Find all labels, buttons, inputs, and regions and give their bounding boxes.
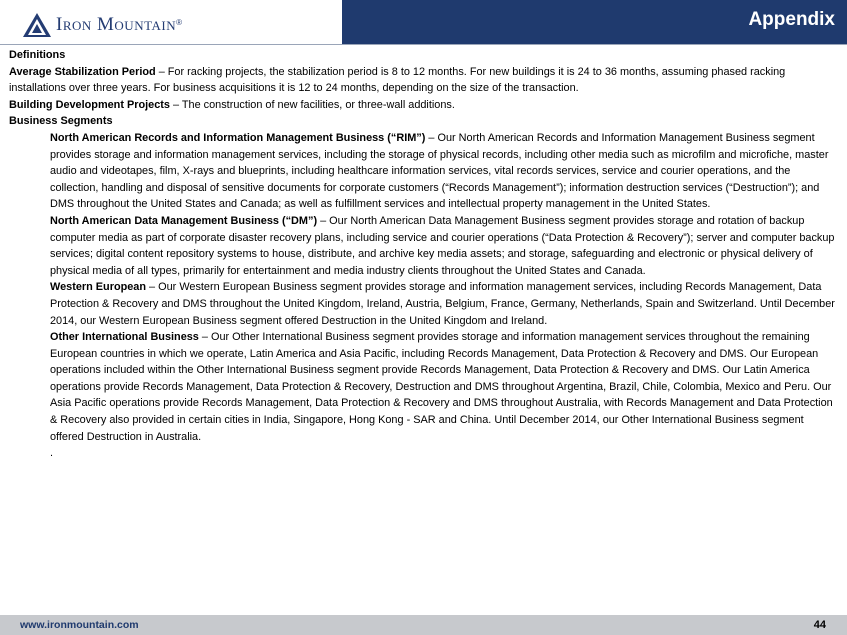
segment-term: Other International Business <box>50 331 199 344</box>
footer <box>0 615 847 635</box>
logo-registered-mark: ® <box>176 18 182 27</box>
segment-text: – Our Other International Business segment provides storage and information management services throughout the remaining European countries in which we operate, Latin America and Asia Pacific, including Records Management, Data Protection & Recovery and DMS. Our European operations included within the Other International Business segment provide Records Management, Data Protection & Recovery and DMS. Our Latin America operations provide Records Management, Data Protection & Recovery, Destruction and DMS throughout Argentina, Brazil, Chile, Colombia, Mexico and Peru. Our Asia Pacific operations provide Records Management, Data Protection & Recovery and DMS throughout Australia, with Records Management and Data Protection & Recovery also provided in certain cities in India, Singapore, Hong Kong - SAR and China. Until December 2014, our Other International Business segment offered Destruction in Australia. <box>50 331 833 443</box>
definition-building-development-projects <box>9 97 839 114</box>
segment-rim <box>9 130 839 213</box>
title-banner <box>342 0 847 44</box>
logo-text: Iron Mountain <box>56 14 177 35</box>
header-divider <box>0 44 847 45</box>
definition-term: Building Development Projects <box>9 98 170 111</box>
footer-url-link[interactable]: www.ironmountain.com <box>20 619 139 631</box>
page-number: 44 <box>813 619 826 631</box>
segments-heading: Business Segments <box>9 115 113 128</box>
header <box>0 0 847 44</box>
main-content <box>9 47 839 462</box>
segment-other-international <box>9 329 839 445</box>
section-title: Definitions <box>9 49 66 61</box>
trailing-mark: . <box>50 447 54 460</box>
definition-text: – The construction of new facilities, or three-wall additions. <box>169 98 455 111</box>
definition-text: – For racking projects, the stabilization period is 8 to 12 months. For new buildings it is 24 to 36 months, assuming phased racking installations over three years. For business acquisitions it is 12 to 24 months, depending on the size of the transaction. <box>9 65 786 95</box>
segment-text: – Our Western European Business segment provides storage and information management services, including Records Management, Data Protection & Recovery and DMS throughout the United Kingdom, Ireland, Austria, Belgium, France, Germany, Netherlands, Spain and Switzerland. Until December 2014, our Western European Business segment offered Destruction in the United Kingdom and Ireland. <box>50 281 835 327</box>
logo <box>22 10 182 40</box>
mountain-logo-icon <box>22 12 52 38</box>
segment-dm <box>9 213 839 279</box>
page-title: Appendix <box>748 9 835 30</box>
definition-average-stabilization-period <box>9 64 839 97</box>
segment-term: North American Data Management Business (“DM”) <box>50 214 318 227</box>
segment-term: North American Records and Information Management Business (“RIM”) <box>50 131 426 144</box>
segment-text: – Our North American Data Management Business segment provides storage and rotation of backup computer media as part of corporate disaster recovery plans, including service and courier operations (“Data Protection & Recovery”); server and computer backup services; digital content repository systems to house, distribute, and archive key media assets; and storage, safeguarding and electronic or physical delivery of physical media of all types, primarily for entertainment and media industry clients throughout the United States and Canada. <box>50 214 835 277</box>
segment-western-european <box>9 279 839 329</box>
definition-term: Average Stabilization Period <box>9 65 156 78</box>
segment-text: – Our North American Records and Information Management Business segment provides storage and information management services, including the storage of physical records, including other media such as microfilm and microfiche, master audio and videotapes, film, X-rays and blueprints, including healthcare information services, vital records services, service and courier operations, and the collection, handling and disposal of sensitive documents for corporate customers (“Records Management”); information destruction services (“Destruction”); and DMS throughout the United States and Canada; as well as fulfillment services and intellectual property management in the United States. <box>50 131 829 211</box>
segment-term: Western European <box>50 281 147 294</box>
